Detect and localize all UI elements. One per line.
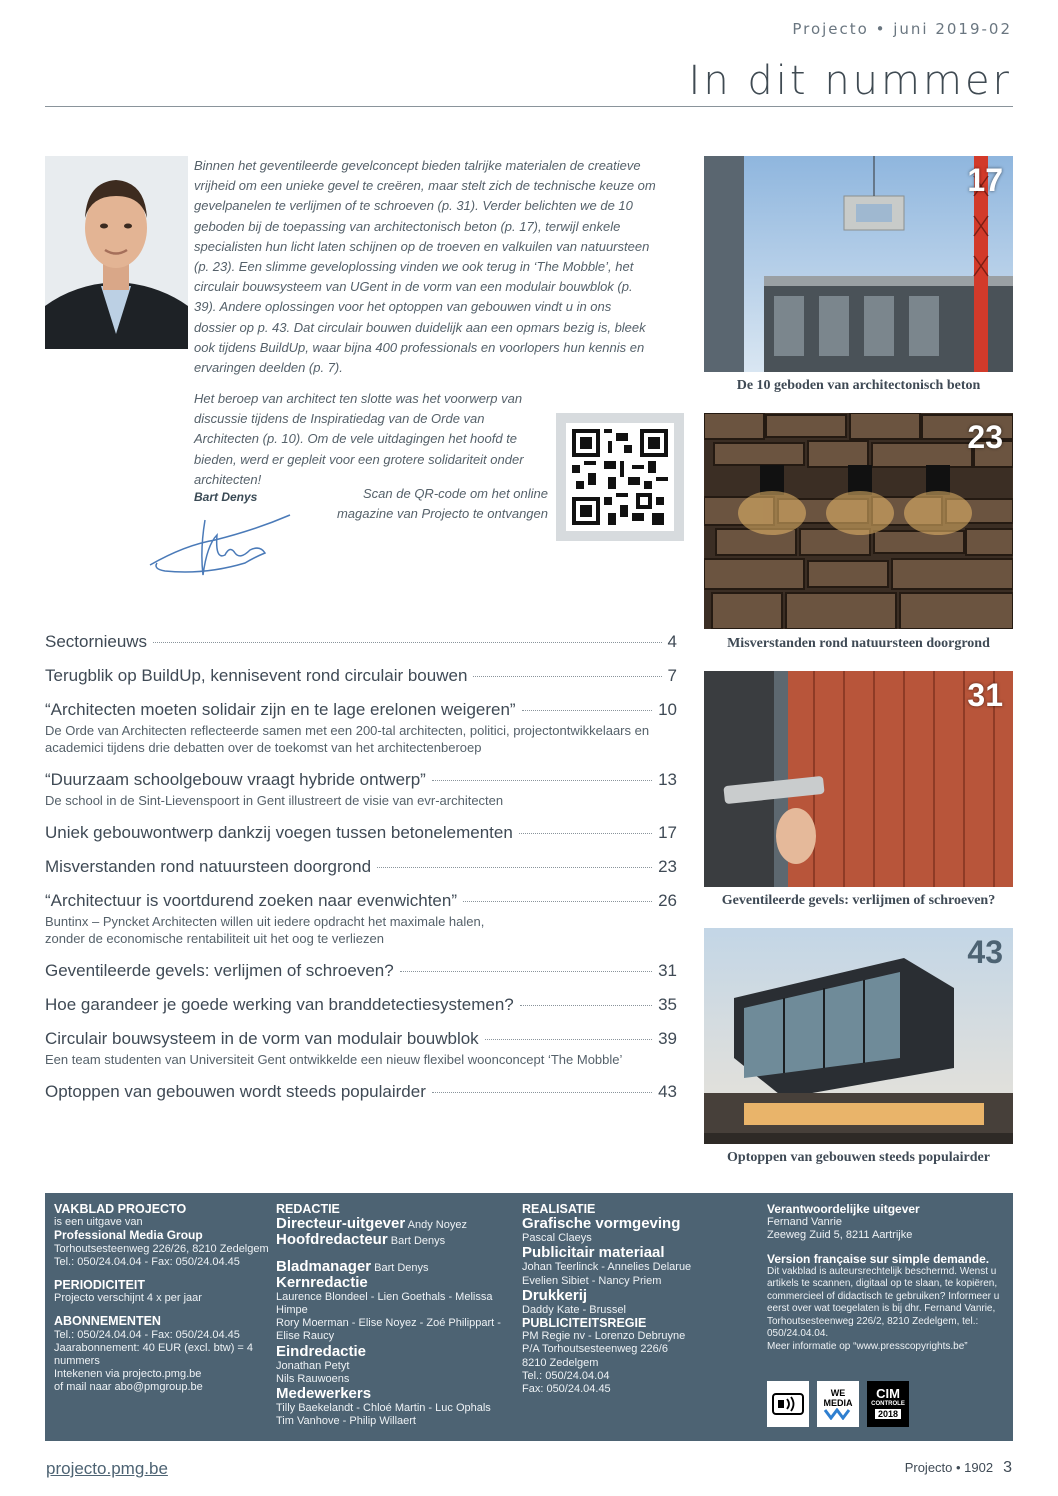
- toc-page: 39: [658, 1029, 677, 1048]
- colophon-role: Medewerkers: [276, 1385, 372, 1403]
- qr-scan-text: Scan de QR-code om het online magazine van Projecto te ontvangen: [336, 486, 548, 521]
- intro-paragraph-1: Binnen het geventileerde gevelconcept bieden talrijke materialen de creatieve vrijheid om een unieke gevel te creëren, maar stelt zich de technische keuze om gevelpanelen te verlijmen of te schroeven (p. 31). Verder belichten we de 10 geboden bij de toepassing van architectonisch beton (p. 17), terwijl enkele specialisten hun licht laten schijnen op de troeven en valkuilen van natuursteen (p. 23). Een slimme geveloplossing vinden we ook terug in ‘The Mobble’, het circulair bouwsysteem van UGent in de vorm van een modulair bouwblok (p. 39). Andere oplossingen voor het optoppen van gebouwen vindt u in ons dossier op p. 43. Dat circulair bouwen duidelijk aan een opmars bezig is, bleek ook tijdens BuildUp, waar bijna 400 professionals en voorlopers hun kennis en ervaringen deelden (p. 7).: [194, 158, 656, 376]
- toc-subtitle: Een team studenten van Universiteit Gent ontwikkelde een nieuw flexibel woonconcept ‘The Mobble’: [45, 1052, 623, 1067]
- toc-page: 13: [658, 770, 677, 789]
- colophon-heading: PUBLICITEITSREGIE: [522, 1316, 647, 1331]
- toc-item[interactable]: [45, 700, 677, 756]
- colophon-role: Drukkerij: [522, 1286, 588, 1304]
- colophon-text: Intekenen via projecto.pmg.be: [54, 1368, 202, 1381]
- toc-item[interactable]: [45, 891, 677, 947]
- colophon: [45, 1193, 1013, 1441]
- toc-page: 23: [658, 857, 677, 876]
- intro-text: [194, 156, 686, 388]
- colophon-heading: Version française sur simple demande.: [767, 1251, 990, 1266]
- colophon-heading: REDACTIE: [276, 1202, 340, 1216]
- colophon-text: PM Regie nv - Lorenzo Debruyne: [522, 1330, 686, 1343]
- copyright-link[interactable]: Meer informatie op “www.presscopyrights.be”: [767, 1340, 968, 1352]
- publisher-name: Professional Media Group: [54, 1228, 203, 1243]
- toc-item[interactable]: [45, 823, 677, 843]
- toc-page: 4: [667, 632, 677, 651]
- toc-subtitle: De school in de Sint-Lievenspoort in Gent illustreert de visie van evr-architecten: [45, 793, 504, 808]
- colophon-heading: ABONNEMENTEN: [54, 1314, 161, 1329]
- colophon-person: Bart Denys: [374, 1261, 429, 1274]
- colophon-role: Publicitair materiaal: [522, 1244, 665, 1262]
- toc-page: 35: [658, 995, 677, 1014]
- toc-title: Uniek gebouwontwerp dankzij voegen tussen betonelementen: [45, 823, 513, 842]
- feature-page-number: 31: [967, 677, 1003, 713]
- colophon-person: Tim Vanhove - Philip Willaert: [276, 1415, 416, 1428]
- colophon-text: Zeeweg Zuid 5, 8211 Aartrijke: [767, 1229, 913, 1242]
- colophon-text: Fernand Vanrie: [767, 1216, 843, 1229]
- page-number: 3: [1003, 1459, 1012, 1476]
- editor-portrait: [45, 156, 188, 349]
- copyright-notice: Dit vakblad is auteursrechtelijk beschermd. Wenst u artikels te scannen, digitaal op te slaan, te kopiëren, commercieel of didactisch te gebruiken? Informeer u eerst over wat toegelaten is bij dhr. Fernand Vanrie, Torhoutsesteenweg 226/2, 8210 Zedelgem, tel.: 050/24.04.04.: [767, 1265, 1000, 1340]
- press-copyright-logo: [767, 1381, 809, 1427]
- toc-title: Geventileerde gevels: verlijmen of schroeven?: [45, 961, 394, 980]
- header-rule: [45, 106, 1013, 107]
- we-media-mark-icon: [823, 1408, 853, 1420]
- cim-logo: [867, 1381, 909, 1427]
- toc-title: Hoe garandeer je goede werking van branddetectiesystemen?: [45, 995, 514, 1014]
- feature-photo-optoppen[interactable]: [704, 928, 1013, 1144]
- colophon-role: Eindredactie: [276, 1342, 367, 1360]
- colophon-heading: PERIODICITEIT: [54, 1278, 145, 1293]
- feature-page-number: 17: [967, 162, 1003, 198]
- colophon-person: Daddy Kate - Brussel: [522, 1303, 626, 1316]
- page-title: In dit nummer: [688, 58, 1012, 104]
- colophon-person: Jonathan Petyt: [276, 1359, 350, 1372]
- qr-code-icon: [572, 429, 668, 525]
- toc-title: Optoppen van gebouwen wordt steeds populairder: [45, 1082, 426, 1101]
- colophon-person: Rory Moerman - Elise Noyez - Zoé Philippart - Elise Raucy: [276, 1317, 501, 1343]
- colophon-text: 8210 Zedelgem: [522, 1356, 599, 1369]
- feature-caption: Misverstanden rond natuursteen doorgrond: [727, 636, 990, 651]
- feature-caption: De 10 geboden van architectonisch beton: [736, 378, 981, 393]
- logo-text: 2018: [875, 1409, 901, 1419]
- colophon-person: Johan Teerlinck - Annelies Delarue: [522, 1261, 692, 1274]
- issue-line: Projecto • juni 2019-02: [792, 20, 1012, 38]
- toc-item[interactable]: [45, 961, 677, 981]
- publisher-address: Torhoutsesteenweg 226/26, 8210 Zedelgem: [54, 1242, 269, 1255]
- table-of-contents: [45, 632, 677, 1116]
- signature: [145, 505, 295, 580]
- publisher-phone: Tel.: 050/24.04.04 - Fax: 050/24.04.45: [54, 1255, 240, 1268]
- toc-title: “Architecten moeten solidair zijn en te lage erelonen weigeren”: [45, 700, 516, 719]
- colophon-text: of mail naar abo@pmgroup.be: [54, 1381, 203, 1394]
- toc-item[interactable]: [45, 770, 677, 809]
- toc-item[interactable]: [45, 1082, 677, 1102]
- we-media-logo: [817, 1381, 859, 1427]
- feature-page-number: 43: [967, 934, 1003, 970]
- qr-code[interactable]: [556, 413, 684, 541]
- website-link[interactable]: projecto.pmg.be: [46, 1459, 168, 1478]
- toc-page: 26: [658, 891, 677, 910]
- intro-paragraph-2: Het beroep van architect ten slotte was het voorwerp van discussie tijdens de Inspiratiedag van de Orde van Architecten (p. 10). Om de vele uitdagingen het hoofd te bieden, werd er gepleit voor een grotere solidariteit onder architecten!: [194, 391, 524, 487]
- colophon-person: Bart Denys: [390, 1235, 446, 1248]
- colophon-person: Tilly Baekelandt - Chloé Martin - Luc Ophals: [276, 1402, 491, 1415]
- colophon-text: Fax: 050/24.04.45: [522, 1383, 611, 1396]
- colophon-person: Evelien Sibiet - Nancy Priem: [522, 1274, 662, 1287]
- toc-item[interactable]: [45, 1029, 677, 1068]
- colophon-text: Tel.: 050/24.04.04 - Fax: 050/24.04.45: [54, 1328, 240, 1341]
- toc-page: 43: [658, 1082, 677, 1101]
- toc-page: 7: [667, 666, 677, 685]
- logo-text: MEDIA: [823, 1398, 853, 1408]
- colophon-heading: VAKBLAD PROJECTO: [54, 1202, 187, 1216]
- colophon-role: Bladmanager: [276, 1257, 372, 1275]
- colophon-text: Tel.: 050/24.04.04: [522, 1369, 610, 1382]
- feature-photo-gevels[interactable]: [704, 671, 1013, 887]
- toc-page: 10: [658, 700, 677, 719]
- toc-title: Terugblik op BuildUp, kennisevent rond circulair bouwen: [45, 666, 468, 685]
- colophon-text: Jaarabonnement: 40 EUR (excl. btw) = 4 nummers: [54, 1341, 254, 1368]
- toc-title: “Architectuur is voortdurend zoeken naar evenwichten”: [45, 891, 457, 910]
- colophon-role: Directeur-uitgever: [276, 1215, 406, 1233]
- toc-subtitle: De Orde van Architecten reflecteerde samen met een 200-tal architecten, politici, projectontwikkelaars en academici tijdens drie debatten over de toekomst van het architectenberoep: [45, 723, 650, 755]
- logo-text: WE: [830, 1388, 846, 1398]
- colophon-role: Hoofdredacteur: [276, 1231, 388, 1249]
- logo-text: CIM: [876, 1386, 900, 1401]
- colophon-text: P/A Torhoutsesteenweg 226/6: [522, 1343, 668, 1356]
- magazine-issue: Projecto • 1902: [904, 1460, 994, 1475]
- toc-item[interactable]: [45, 857, 677, 877]
- colophon-logos: [767, 1381, 909, 1427]
- page-info: [905, 1459, 1012, 1477]
- press-copyright-icon: [772, 1393, 804, 1415]
- feature-caption: Geventileerde gevels: verlijmen of schroeven?: [721, 893, 996, 908]
- toc-page: 31: [658, 961, 677, 980]
- toc-title: “Duurzaam schoolgebouw vraagt hybride ontwerp”: [45, 770, 426, 789]
- author-name: Bart Denys: [194, 490, 258, 504]
- feature-page-number: 23: [967, 419, 1003, 455]
- colophon-heading: Verantwoordelijke uitgever: [767, 1202, 920, 1216]
- toc-page: 17: [658, 823, 677, 842]
- colophon-role: Kernredactie: [276, 1273, 368, 1291]
- toc-item[interactable]: [45, 632, 677, 652]
- logo-text: CONTROLE: [871, 1401, 905, 1407]
- feature-caption: Optoppen van gebouwen steeds populairder: [727, 1150, 990, 1165]
- colophon-text: is een uitgave van: [54, 1216, 143, 1229]
- colophon-text: Projecto verschijnt 4 x per jaar: [54, 1292, 202, 1305]
- feature-photo-beton[interactable]: [704, 156, 1013, 372]
- feature-photo-natuursteen[interactable]: [704, 413, 1013, 629]
- toc-item[interactable]: [45, 995, 677, 1015]
- colophon-person: Nils Rauwoens: [276, 1372, 350, 1385]
- colophon-person: Andy Noyez: [407, 1219, 467, 1232]
- toc-title: Misverstanden rond natuursteen doorgrond: [45, 857, 372, 876]
- toc-subtitle: Buntinx – Pyncket Architecten willen uit iedere opdracht het maximale halen, zonder de economische rentabiliteit uit het oog te verliezen: [45, 914, 485, 946]
- toc-title: Circulair bouwsysteem in de vorm van modulair bouwblok: [45, 1029, 479, 1048]
- colophon-role: Grafische vormgeving: [522, 1215, 681, 1233]
- colophon-person: Laurence Blondeel - Lien Goethals - Melissa Himpe: [276, 1290, 493, 1317]
- colophon-person: Pascal Claeys: [522, 1232, 592, 1245]
- colophon-heading: REALISATIE: [522, 1202, 596, 1216]
- toc-title: Sectornieuws: [45, 632, 148, 651]
- toc-item[interactable]: [45, 666, 677, 686]
